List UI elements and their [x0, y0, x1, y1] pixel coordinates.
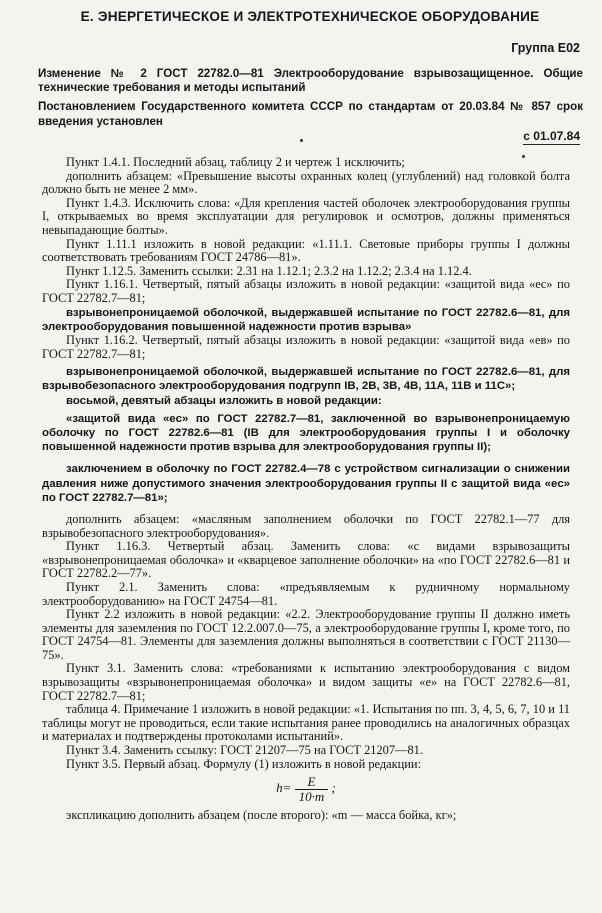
paragraph: Пункт 2.1. Заменить слова: «предъявляемым к рудничному нормальному электрооборудованию» на ГОСТ 24754—81. — [42, 579, 570, 608]
amendment-title: Изменение № 2 ГОСТ 22782.0—81 Электрооборудование взрывозащищенное. Общие технические требования и методы испытаний — [38, 67, 583, 94]
paragraph: Пункт 1.16.2. Четвертый, пятый абзацы изложить в новой редакции: «защитой вида «eв» по ГОСТ 22782.7—81; — [42, 332, 570, 361]
paragraph: Пункт 2.2 изложить в новой редакции: «2.2. Электрооборудование группы II должно иметь элементы для заземления по ГОСТ 12.2.007.0—75, а электрооборудование группы I, кроме того, по ГОСТ 24754—81. Элементы для заземления должны выполняться в соответствии с ГОСТ 21130—75». — [42, 607, 570, 662]
paragraph: экспликацию дополнить абзацем (после второго): «m — масса бойка, кг»; — [66, 808, 457, 823]
print-speck — [300, 139, 303, 142]
resolution-text: Постановлением Государственного комитета СССР по стандартам от 20.03.84 № 857 срок введения установлен — [38, 100, 583, 128]
paragraph: Пункт 3.4. Заменить ссылку: ГОСТ 21207—75 на ГОСТ 21207—81. — [66, 743, 423, 758]
document-body — [42, 156, 570, 823]
paragraph: Пункт 1.16.3. Четвертый абзац. Заменить слова: «с видами взрывозащиты «взрывонепроницаемая оболочка» и «кварцевое заполнение оболочки» на «по ГОСТ 22782.6—81 и ГОСТ 22782.2—77». — [42, 539, 570, 581]
paragraph: таблица 4. Примечание 1 изложить в новой редакции: «1. Испытания по пп. 3, 4, 5, 6, 7, 10 и 11 таблицы могут не проводиться, если такие испытания ранее проводились на аналогичных образцах и материалах и подтверждены протоколами испытаний». — [42, 702, 570, 744]
formula — [42, 775, 570, 803]
paragraph: Пункт 3.5. Первый абзац. Формулу (1) изложить в новой редакции: — [66, 756, 422, 771]
paragraph: взрывонепроницаемой оболочкой, выдержавшей испытание по ГОСТ 22782.6—81, для взрывобезопасного электрооборудования подгрупп IВ, 2В, 3В, 4В, 11А, 11В и 11С»; — [42, 366, 570, 393]
paragraph: Пункт 1.4.1. Последний абзац, таблицу 2 и чертеж 1 исключить; — [66, 155, 405, 169]
section-header: Е. ЭНЕРГЕТИЧЕСКОЕ И ЭЛЕКТРОТЕХНИЧЕСКОЕ ОБОРУДОВАНИЕ — [80, 9, 540, 24]
formula-lhs: h= — [276, 780, 292, 796]
print-speck — [522, 155, 525, 158]
formula-suffix: ; — [331, 780, 336, 796]
paragraph: «защитой вида «еc» по ГОСТ 22782.7—81, заключенной во взрывонепроницаемую оболочку по ГОСТ 22782.6—81 (IВ для электрооборудования группы I и оболочку повышенной надежности против взрыва для электрооборудования группы II); — [42, 412, 570, 454]
paragraph: Пункт 1.12.5. Заменить ссылки: 2.31 на 1.12.1; 2.3.2 на 1.12.2; 2.3.4 на 1.12.4. — [66, 263, 472, 278]
formula-denominator: 10·m — [298, 788, 325, 804]
paragraph: Пункт 1.4.3. Исключить слова: «Для крепления частей оболочек электрооборудования группы I, открываемых во время эксплуатации для регулировок и осмотров, должны применяться невыпадающие болты». — [42, 195, 570, 237]
formula-numerator: E — [295, 775, 329, 790]
paragraph: Пункт 3.1. Заменить слова: «требованиями к испытанию электрооборудования с видом взрывозащиты «взрывонепроницаемая оболочка» и видом защиты «е» на ГОСТ 22782.6—81, ГОСТ 22782.7—81; — [42, 661, 570, 703]
formula-fraction — [295, 775, 329, 803]
group-label: Группа Е02 — [511, 41, 580, 55]
paragraph: дополнить абзацем: «Превышение высоты охранных колец (углублений) над головкой болта должно быть не менее 2 мм». — [42, 168, 570, 197]
paragraph: восьмой, девятый абзацы изложить в новой редакции: — [66, 394, 382, 407]
paragraph: Пункт 1.16.1. Четвертый, пятый абзацы изложить в новой редакции: «защитой вида «еc» по ГОСТ 22782.7—81; — [42, 277, 570, 305]
paragraph: заключением в оболочку по ГОСТ 22782.4—78 с устройством сигнализации о снижении давления ниже допустимого значения электрооборудования группы II с защитой вида «еc» по ГОСТ 22782.7—81»; — [42, 463, 570, 504]
paragraph: взрывонепроницаемой оболочкой, выдержавшей испытание по ГОСТ 22782.6—81, для электрооборудования повышенной надежности против взрыва» — [42, 306, 570, 333]
paragraph: дополнить абзацем: «масляным заполнением оболочки по ГОСТ 22782.1—77 для взрывобезопасного электрооборудования». — [42, 511, 570, 540]
paragraph: Пункт 1.11.1 изложить в новой редакции: «1.11.1. Световые приборы группы I должны соответствовать требованиям ГОСТ 24786—81». — [42, 236, 570, 265]
effective-date: с 01.07.84 — [523, 129, 580, 143]
